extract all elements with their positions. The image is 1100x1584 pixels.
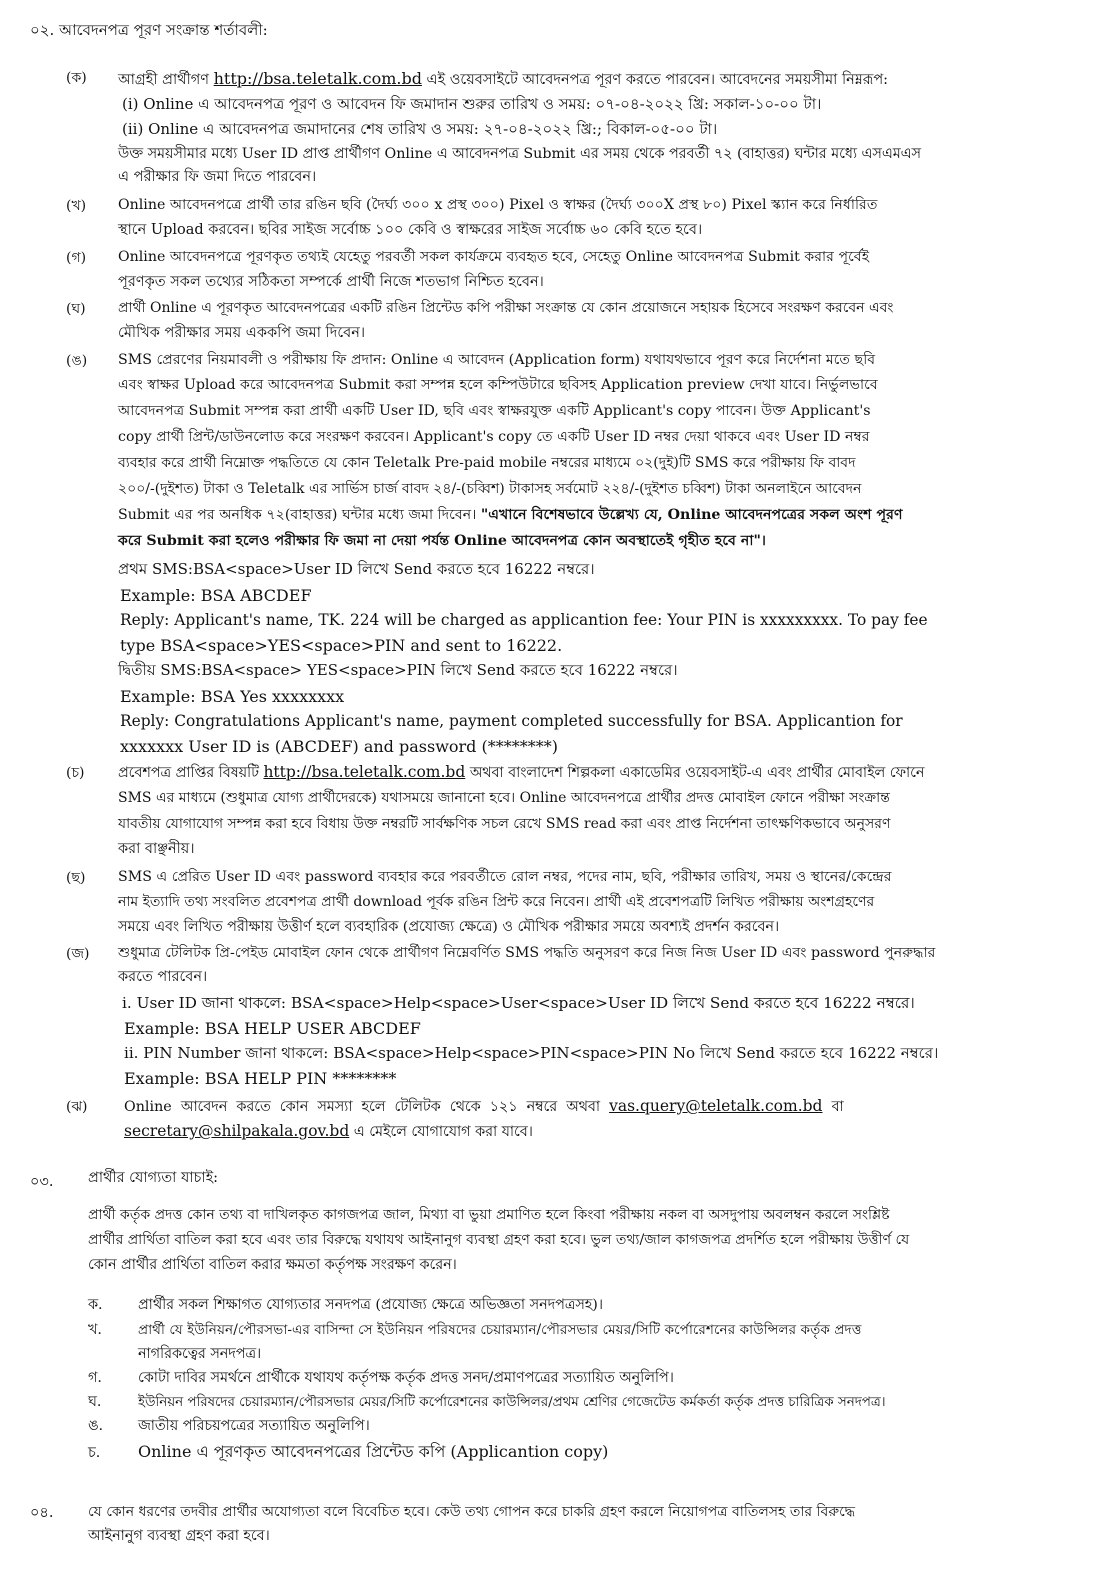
item-ka-i: (i) Online এ আবেদনপত্র পূরণ ও আবেদন ফি জমাদান শুরুর তারিখ ও সময়: ০৭-০৪-২০২২ খ্রি: সকাল-১০-০০ টা। (122, 95, 822, 113)
item-jha-post: এ মেইলে যোগাযোগ করা যাবে। (349, 1124, 533, 1140)
item-umo-example-2: Example: BSA Yes xxxxxxxx (120, 687, 345, 706)
doc-item-ka-marker: ক. (88, 1297, 103, 1313)
item-umo-bold-1: "এখানে বিশেষভাবে উল্লেখ্য যে, Online আবেদনপত্রের সকল অংশ পূরণ (480, 507, 903, 523)
item-gha-marker: (ঘ) (66, 301, 86, 317)
secretary-email-link[interactable]: secretary@shilpakala.gov.bd (124, 1122, 350, 1140)
doc-item-gha-marker: ঘ. (88, 1394, 102, 1410)
item-jha-marker: (ঝ) (66, 1099, 88, 1115)
item-umo-line-1: SMS প্রেরণের নিয়মাবলী ও পরীক্ষায় ফি প্রদান: Online এ আবেদন (Application form) যথাযথভাবে পূরণ করে নির্দেশনা মতে ছবি (118, 352, 876, 368)
item-ka-note-1: উক্ত সময়সীমার মধ্যে User ID প্রাপ্ত প্রার্থীগণ Online এ আবেদনপত্র Submit এর সময় থেকে পরবর্তী ৭২ (বাহাত্তর) ঘন্টার মধ্যে এসএমএস (118, 146, 921, 162)
item-kha-marker: (খ) (66, 198, 87, 214)
doc-item-ga-marker: গ. (88, 1370, 102, 1386)
section-04-number: ০৪. (30, 1505, 54, 1521)
doc-item-ka: প্রার্থীর সকল শিক্ষাগত যোগ্যতার সনদপত্র (প্রযোজ্য ক্ষেত্রে অভিজ্ঞতা সনদপত্রসহ)। (138, 1297, 603, 1313)
item-chha-marker: (ছ) (66, 870, 86, 886)
item-umo-reply-2b: xxxxxxx User ID is (ABCDEF) and password (********) (120, 737, 558, 756)
item-ja-ii: ii. PIN Number জানা থাকলে: BSA<space>Help<space>PIN<space>PIN No লিখে Send করতে হবে 16222 নম্বরে। (124, 1044, 939, 1062)
item-kha-line-2: স্থানে Upload করবেন। ছবির সাইজ সর্বোচ্চ ১০০ কেবি ও স্বাক্ষরের সাইজ সর্বোচ্চ ৬০ কেবি হতে হবে। (118, 222, 703, 238)
item-ja-marker: (জ) (66, 946, 90, 962)
doc-item-cha-marker: চ. (88, 1445, 101, 1461)
section-03-para-2: প্রার্থীর প্রার্থিতা বাতিল করা হবে এবং তার বিরুদ্ধে যথাযথ আইনানুগ ব্যবস্থা গ্রহণ করা হবে। ভুল তথ্য/জাল কাগজপত্র প্রদর্শিত হলে পরীক্ষায় উত্তীর্ণ যে (88, 1232, 910, 1248)
doc-item-gha: ইউনিয়ন পরিষদের চেয়ারম্যান/পৌরসভার মেয়র/সিটি কর্পোরেশনের কাউন্সিলর/প্রথম শ্রেণির গেজেটেড কর্মকর্তা কর্তৃক প্রদত্ত চারিত্রিক সনদপত্র। (138, 1395, 886, 1410)
item-gha-line-2: মৌখিক পরীক্ষার সময় এককপি জমা দিবেন। (118, 325, 366, 341)
section-02-heading: ০২. আবেদনপত্র পূরণ সংক্রান্ত শর্তাবলী: (30, 21, 268, 39)
vas-query-email-link[interactable]: vas.query@teletalk.com.bd (609, 1097, 823, 1115)
item-ja-line-2: করতে পারবেন। (118, 969, 208, 985)
doc-item-kha-line-1: প্রার্থী যে ইউনিয়ন/পৌরসভা-এর বাসিন্দা সে ইউনিয়ন পরিষদের চেয়ারম্যান/পৌরসভার মেয়র/সিটি কর্পোরেশনের কাউন্সিলর কর্তৃক প্রদত্ত (138, 1322, 862, 1338)
item-jha-line-1 (124, 1094, 844, 1120)
item-umo-reply-1b: type BSA<space>YES<space>PIN and sent to 16222. (120, 636, 563, 655)
item-cha-pre: প্রবেশপত্র প্রাপ্তির বিষয়টি (118, 765, 264, 781)
item-ja-line-1: শুধুমাত্র টেলিটক প্রি-পেইড মোবাইল ফোন থেকে প্রার্থীগণ নিম্নেবর্ণিত SMS পদ্ধতি অনুসরণ করে নিজ নিজ User ID এবং password পুনরুদ্ধার (118, 945, 936, 961)
item-umo-line-5: ব্যবহার করে প্রার্থী নিম্নোক্ত পদ্ধতিতে যে কোন Teletalk Pre-paid mobile নম্বরের মাধ্যমে ০২(দুই)টি SMS করে পরীক্ষায় ফি বাবদ (118, 455, 856, 471)
item-cha-line-2: SMS এর মাধ্যমে (শুধুমাত্র যোগ্য প্রার্থীদেরকে) যথাসময়ে জানানো হবে। Online আবেদনপত্রে প্রার্থীর প্রদত্ত মোবাইল ফোনে পরীক্ষা সংক্রান্ত (118, 790, 890, 806)
item-umo-line-3: আবেদনপত্র Submit সম্পন্ন করা প্রার্থী একটি User ID, ছবি এবং স্বাক্ষরযুক্ত একটি Applicant's copy পাবেন। উক্ত Applicant's (118, 403, 871, 419)
item-ja-i: i. User ID জানা থাকলে: BSA<space>Help<space>User<space>User ID লিখে Send করতে হবে 16222 নম্বরে। (122, 994, 915, 1012)
section-03-heading: প্রার্থীর যোগ্যতা যাচাই: (88, 1170, 219, 1186)
item-jha-mid: বা (822, 1099, 844, 1115)
item-umo-line-6: ২০০/-(দুইশত) টাকা ও Teletalk এর সার্ভিস চার্জ বাবদ ২৪/-(চব্বিশ) টাকাসহ সর্বমোট ২২৪/-(দুইশত চব্বিশ) টাকা অনলাইনে আবেদন (118, 481, 862, 497)
item-umo-line-4: copy প্রার্থী প্রিন্ট/ডাউনলোড করে সংরক্ষণ করবেন। Applicant's copy তে একটি User ID নম্বর দেয়া থাকবে এবং User ID নম্বর (118, 429, 870, 445)
doc-item-umo: জাতীয় পরিচয়পত্রের সত্যায়িত অনুলিপি। (138, 1418, 370, 1434)
item-ka-pre: আগ্রহী প্রার্থীগণ (118, 72, 214, 88)
item-chha-line-3: সময়ে এবং লিখিত পরীক্ষায় উত্তীর্ণ হলে ব্যবহারিক (প্রযোজ্য ক্ষেত্রে) ও মৌখিক পরীক্ষার সময়ে অবশ্যই প্রদর্শন করবেন। (118, 919, 780, 935)
item-ka-ii: (ii) Online এ আবেদনপত্র জমাদানের শেষ তারিখ ও সময়: ২৭-০৪-২০২২ খ্রি:; বিকাল-০৫-০০ টা। (122, 120, 718, 138)
section-04-line-1: যে কোন ধরণের তদবীর প্রার্থীর অযোগ্যতা বলে বিবেচিত হবে। কেউ তথ্য গোপন করে চাকরি গ্রহণ করলে নিয়োগপত্র বাতিলসহ তার বিরুদ্ধে (88, 1504, 855, 1520)
item-cha-line-4: করা বাঞ্ছনীয়। (118, 841, 195, 857)
item-chha-line-1: SMS এ প্রেরিত User ID এবং password ব্যবহার করে পরবর্তীতে রোল নম্বর, পদের নাম, ছবি, পরীক্ষার তারিখ, সময় ও স্থানের/কেন্দ্রের (118, 869, 892, 885)
item-ja-example-ii: Example: BSA HELP PIN ******** (124, 1069, 397, 1088)
item-jha-pre: Online আবেদন করতে কোন সমস্যা হলে টেলিটক থেকে ১২১ নম্বরে অথবা (124, 1099, 610, 1115)
doc-item-kha-line-2: নাগরিকত্বের সনদপত্র। (138, 1346, 262, 1362)
item-umo-reply-1a: Reply: Applicant's name, TK. 224 will be charged as applicantion fee: Your PIN is xxxxxxxxx. To pay fee (120, 611, 928, 629)
item-ga-line-2: পূরণকৃত সকল তথ্যের সঠিকতা সম্পর্কে প্রার্থী নিজে শতভাগ নিশ্চিত হবেন। (118, 274, 544, 290)
doc-item-ga: কোটা দাবির সমর্থনে প্রার্থীকে যথাযথ কর্তৃপক্ষ কর্তৃক প্রদত্ত সনদ/প্রমাণপত্রের সত্যায়িত অনুলিপি। (138, 1370, 674, 1386)
section-03-para-3: কোন প্রার্থীর প্রার্থিতা বাতিল করার ক্ষমতা কর্তৃপক্ষ সংরক্ষণ করেন। (88, 1257, 457, 1273)
item-ka-marker: (ক) (66, 70, 87, 86)
item-umo-example-1: Example: BSA ABCDEF (120, 586, 312, 605)
item-jha-line-2 (124, 1119, 533, 1145)
item-umo-bold-2-text: করে Submit করা হলেও পরীক্ষার ফি জমা না দেয়া পর্যন্ত Online আবেদনপত্র কোন অবস্থাতেই গৃহীত হবে না"। (118, 533, 766, 549)
item-umo-sms-2: দ্বিতীয় SMS:BSA<space> YES<space>PIN লিখে Send করতে হবে 16222 নম্বরে। (118, 661, 678, 679)
item-chha-line-2: নাম ইত্যাদি তথ্য সংবলিত প্রবেশপত্র প্রার্থী download পূর্বক রঙিন প্রিন্ট করে নিবেন। প্রার্থী এই প্রবেশপত্রটি লিখিত পরীক্ষায় অংশগ্রহণের (118, 894, 875, 910)
item-ka-note-2: এ পরীক্ষার ফি জমা দিতে পারবেন। (118, 169, 317, 185)
item-gha-line-1: প্রার্থী Online এ পূরণকৃত আবেদনপত্রের একটি রঙিন প্রিন্টেড কপি পরীক্ষা সংক্রান্ত যে কোন প্রয়োজনে সহায়ক হিসেবে সংরক্ষণ করবেন এবং (118, 300, 894, 316)
doc-item-umo-marker: ঙ. (88, 1418, 104, 1434)
item-umo-marker: (ঙ) (66, 353, 88, 369)
doc-item-cha: Online এ পূরণকৃত আবেদনপত্রের প্রিন্টেড কপি (Applicantion copy) (138, 1442, 609, 1461)
item-umo-sms-1: প্রথম SMS:BSA<space>User ID লিখে Send করতে হবে 16222 নম্বরে। (118, 560, 595, 578)
teletalk-link[interactable]: http://bsa.teletalk.com.bd (213, 69, 422, 88)
item-umo-line-7-text: Submit এর পর অনধিক ৭২(বাহাত্তর) ঘন্টার মধ্যে জমা দিবেন। (118, 507, 481, 523)
item-ga-line-1: Online আবেদনপত্রে পূরণকৃত তথ্যই যেহেতু পরবর্তী সকল কার্যক্রমে ব্যবহৃত হবে, সেহেতু Online আবেদনপত্র Submit করার পূর্বেই (118, 249, 870, 265)
item-ja-example-i: Example: BSA HELP USER ABCDEF (124, 1019, 421, 1038)
section-03-para-1: প্রার্থী কর্তৃক প্রদত্ত কোন তথ্য বা দাখিলকৃত কাগজপত্র জাল, মিথ্যা বা ভুয়া প্রমাণিত হলে কিংবা পরীক্ষায় নকল বা অসদুপায় অবলম্বন করলে সংশ্লিষ্ট (88, 1207, 890, 1223)
item-umo-bold-2 (118, 529, 766, 554)
teletalk-link-2[interactable]: http://bsa.teletalk.com.bd (263, 763, 466, 781)
item-cha-line-3: যাবতীয় যোগাযোগ সম্পন্ন করা হবে বিধায় উক্ত নম্বরটি সার্বক্ষণিক সচল রেখে SMS read করা এবং প্রাপ্ত নির্দেশনা তাৎক্ষণিকভাবে অনুসরণ (118, 816, 891, 832)
section-04-line-2: আইনানুগ ব্যবস্থা গ্রহণ করা হবে। (88, 1528, 270, 1544)
item-ka-post: এই ওয়েবসাইটে আবেদনপত্র পূরণ করতে পারবেন। আবেদনের সময়সীমা নিম্নরূপ: (421, 72, 889, 88)
item-ga-marker: (গ) (66, 250, 87, 266)
doc-item-kha-marker: খ. (88, 1322, 102, 1338)
item-kha-line-1: Online আবেদনপত্রে প্রার্থী তার রঙিন ছবি (দৈর্ঘ্য ৩০০ x প্রস্থ ৩০০) Pixel ও স্বাক্ষর (দৈর্ঘ্য ৩০০X প্রস্থ ৮০) Pixel স্ক্যান করে নির্ধারিত (118, 197, 878, 213)
section-03-number: ০৩. (30, 1174, 54, 1190)
item-ka-text (118, 66, 1038, 93)
item-umo-line-7 (118, 503, 903, 528)
item-umo-line-2: এবং স্বাক্ষর Upload করে আবেদনপত্র Submit করা সম্পন্ন হলে কম্পিউটারে ছবিসহ Application preview দেখা যাবে। নির্ভুলভাবে (118, 377, 878, 393)
item-cha-line-1 (118, 760, 924, 786)
item-cha-post: অথবা বাংলাদেশ শিল্পকলা একাডেমির ওয়েবসাইট-এ এবং প্রার্থীর মোবাইল ফোনে (465, 765, 925, 781)
item-cha-marker: (চ) (66, 765, 85, 781)
item-umo-reply-2a: Reply: Congratulations Applicant's name, payment completed successfully for BSA. Applicantion for (120, 712, 903, 730)
